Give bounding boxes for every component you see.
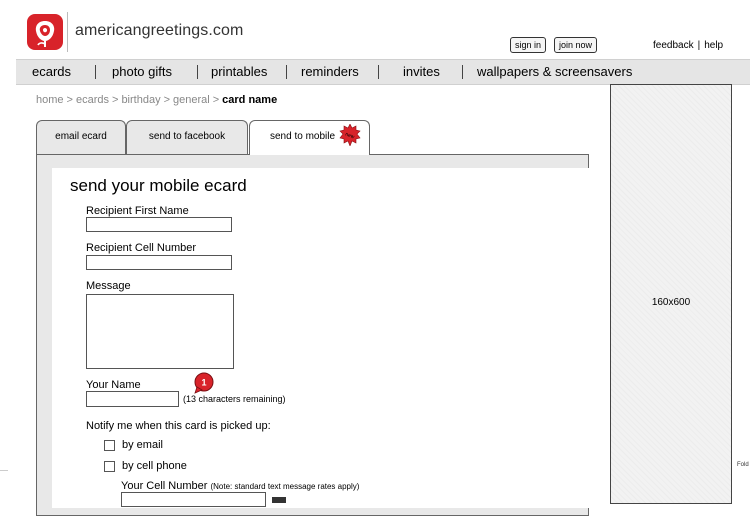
- tab-send-to-mobile[interactable]: send to mobile: [249, 120, 370, 155]
- feedback-link[interactable]: feedback: [653, 40, 694, 51]
- breadcrumb-home[interactable]: home: [36, 94, 64, 106]
- new-badge-text: new: [344, 131, 356, 141]
- breadcrumb-separator: >: [212, 94, 220, 106]
- top-links-separator: |: [697, 40, 701, 51]
- your-name-input[interactable]: [86, 391, 179, 407]
- breadcrumb-general[interactable]: general: [173, 94, 210, 106]
- nav-separator: [462, 65, 463, 79]
- breadcrumb-separator: >: [163, 94, 171, 106]
- annotation-marker-icon: [194, 372, 214, 394]
- form-title: send your mobile ecard: [70, 176, 247, 195]
- by-email-checkbox[interactable]: [104, 440, 115, 451]
- breadcrumb: [36, 94, 277, 106]
- new-badge-icon: [339, 124, 361, 146]
- nav-printables[interactable]: printables: [211, 64, 268, 79]
- sign-in-button[interactable]: sign in: [510, 37, 546, 53]
- breadcrumb-separator: >: [112, 94, 119, 106]
- breadcrumb-current: card name: [222, 94, 278, 106]
- your-cell-label-text: Your Cell Number: [121, 480, 208, 492]
- nav-wallpapers[interactable]: wallpapers & screensavers: [477, 64, 633, 79]
- rose-logo-icon[interactable]: [27, 14, 63, 50]
- breadcrumb-birthday[interactable]: birthday: [121, 94, 161, 106]
- message-textarea[interactable]: [86, 294, 234, 369]
- nav-separator: [286, 65, 287, 79]
- site-name[interactable]: americangreetings.com: [75, 22, 244, 39]
- message-label: Message: [86, 280, 131, 292]
- nav-invites[interactable]: invites: [403, 64, 440, 79]
- main-nav: [16, 59, 750, 85]
- nav-reminders[interactable]: reminders: [301, 64, 359, 79]
- your-name-label: Your Name: [86, 379, 141, 391]
- notify-label: Notify me when this card is picked up:: [86, 420, 271, 432]
- by-email-label[interactable]: by email: [122, 439, 163, 451]
- recipient-first-name-label: Recipient First Name: [86, 205, 189, 217]
- cell-input-adornment: [272, 497, 286, 503]
- chars-remaining-text: (13 characters remaining): [183, 394, 286, 404]
- top-links: [653, 40, 723, 51]
- nav-ecards[interactable]: ecards: [32, 64, 72, 79]
- tab-send-to-facebook[interactable]: send to facebook: [126, 120, 248, 155]
- ad-size-label: 160x600: [651, 297, 691, 308]
- recipient-cell-label: Recipient Cell Number: [86, 242, 197, 254]
- help-link[interactable]: help: [704, 40, 724, 51]
- recipient-cell-input[interactable]: [86, 255, 232, 270]
- by-cell-phone-label[interactable]: by cell phone: [122, 460, 187, 472]
- recipient-first-name-input[interactable]: [86, 217, 232, 232]
- fold-marker: Fold: [737, 462, 749, 468]
- breadcrumb-separator: >: [66, 94, 73, 106]
- nav-photo-gifts[interactable]: photo gifts: [112, 64, 172, 79]
- tab-email-ecard[interactable]: email ecard: [36, 120, 126, 155]
- ad-skyscraper[interactable]: [610, 84, 732, 504]
- your-cell-note: (Note: standard text message rates apply): [210, 482, 360, 491]
- nav-separator: [95, 65, 96, 79]
- by-cell-phone-checkbox[interactable]: [104, 461, 115, 472]
- nav-separator: [197, 65, 198, 79]
- logo-divider: [67, 12, 68, 52]
- join-now-button[interactable]: join now: [554, 37, 597, 53]
- annotation-marker-number: 1: [201, 377, 207, 388]
- your-cell-label: [121, 480, 359, 492]
- nav-separator: [378, 65, 379, 79]
- fold-line: [0, 470, 8, 471]
- breadcrumb-ecards[interactable]: ecards: [75, 94, 109, 106]
